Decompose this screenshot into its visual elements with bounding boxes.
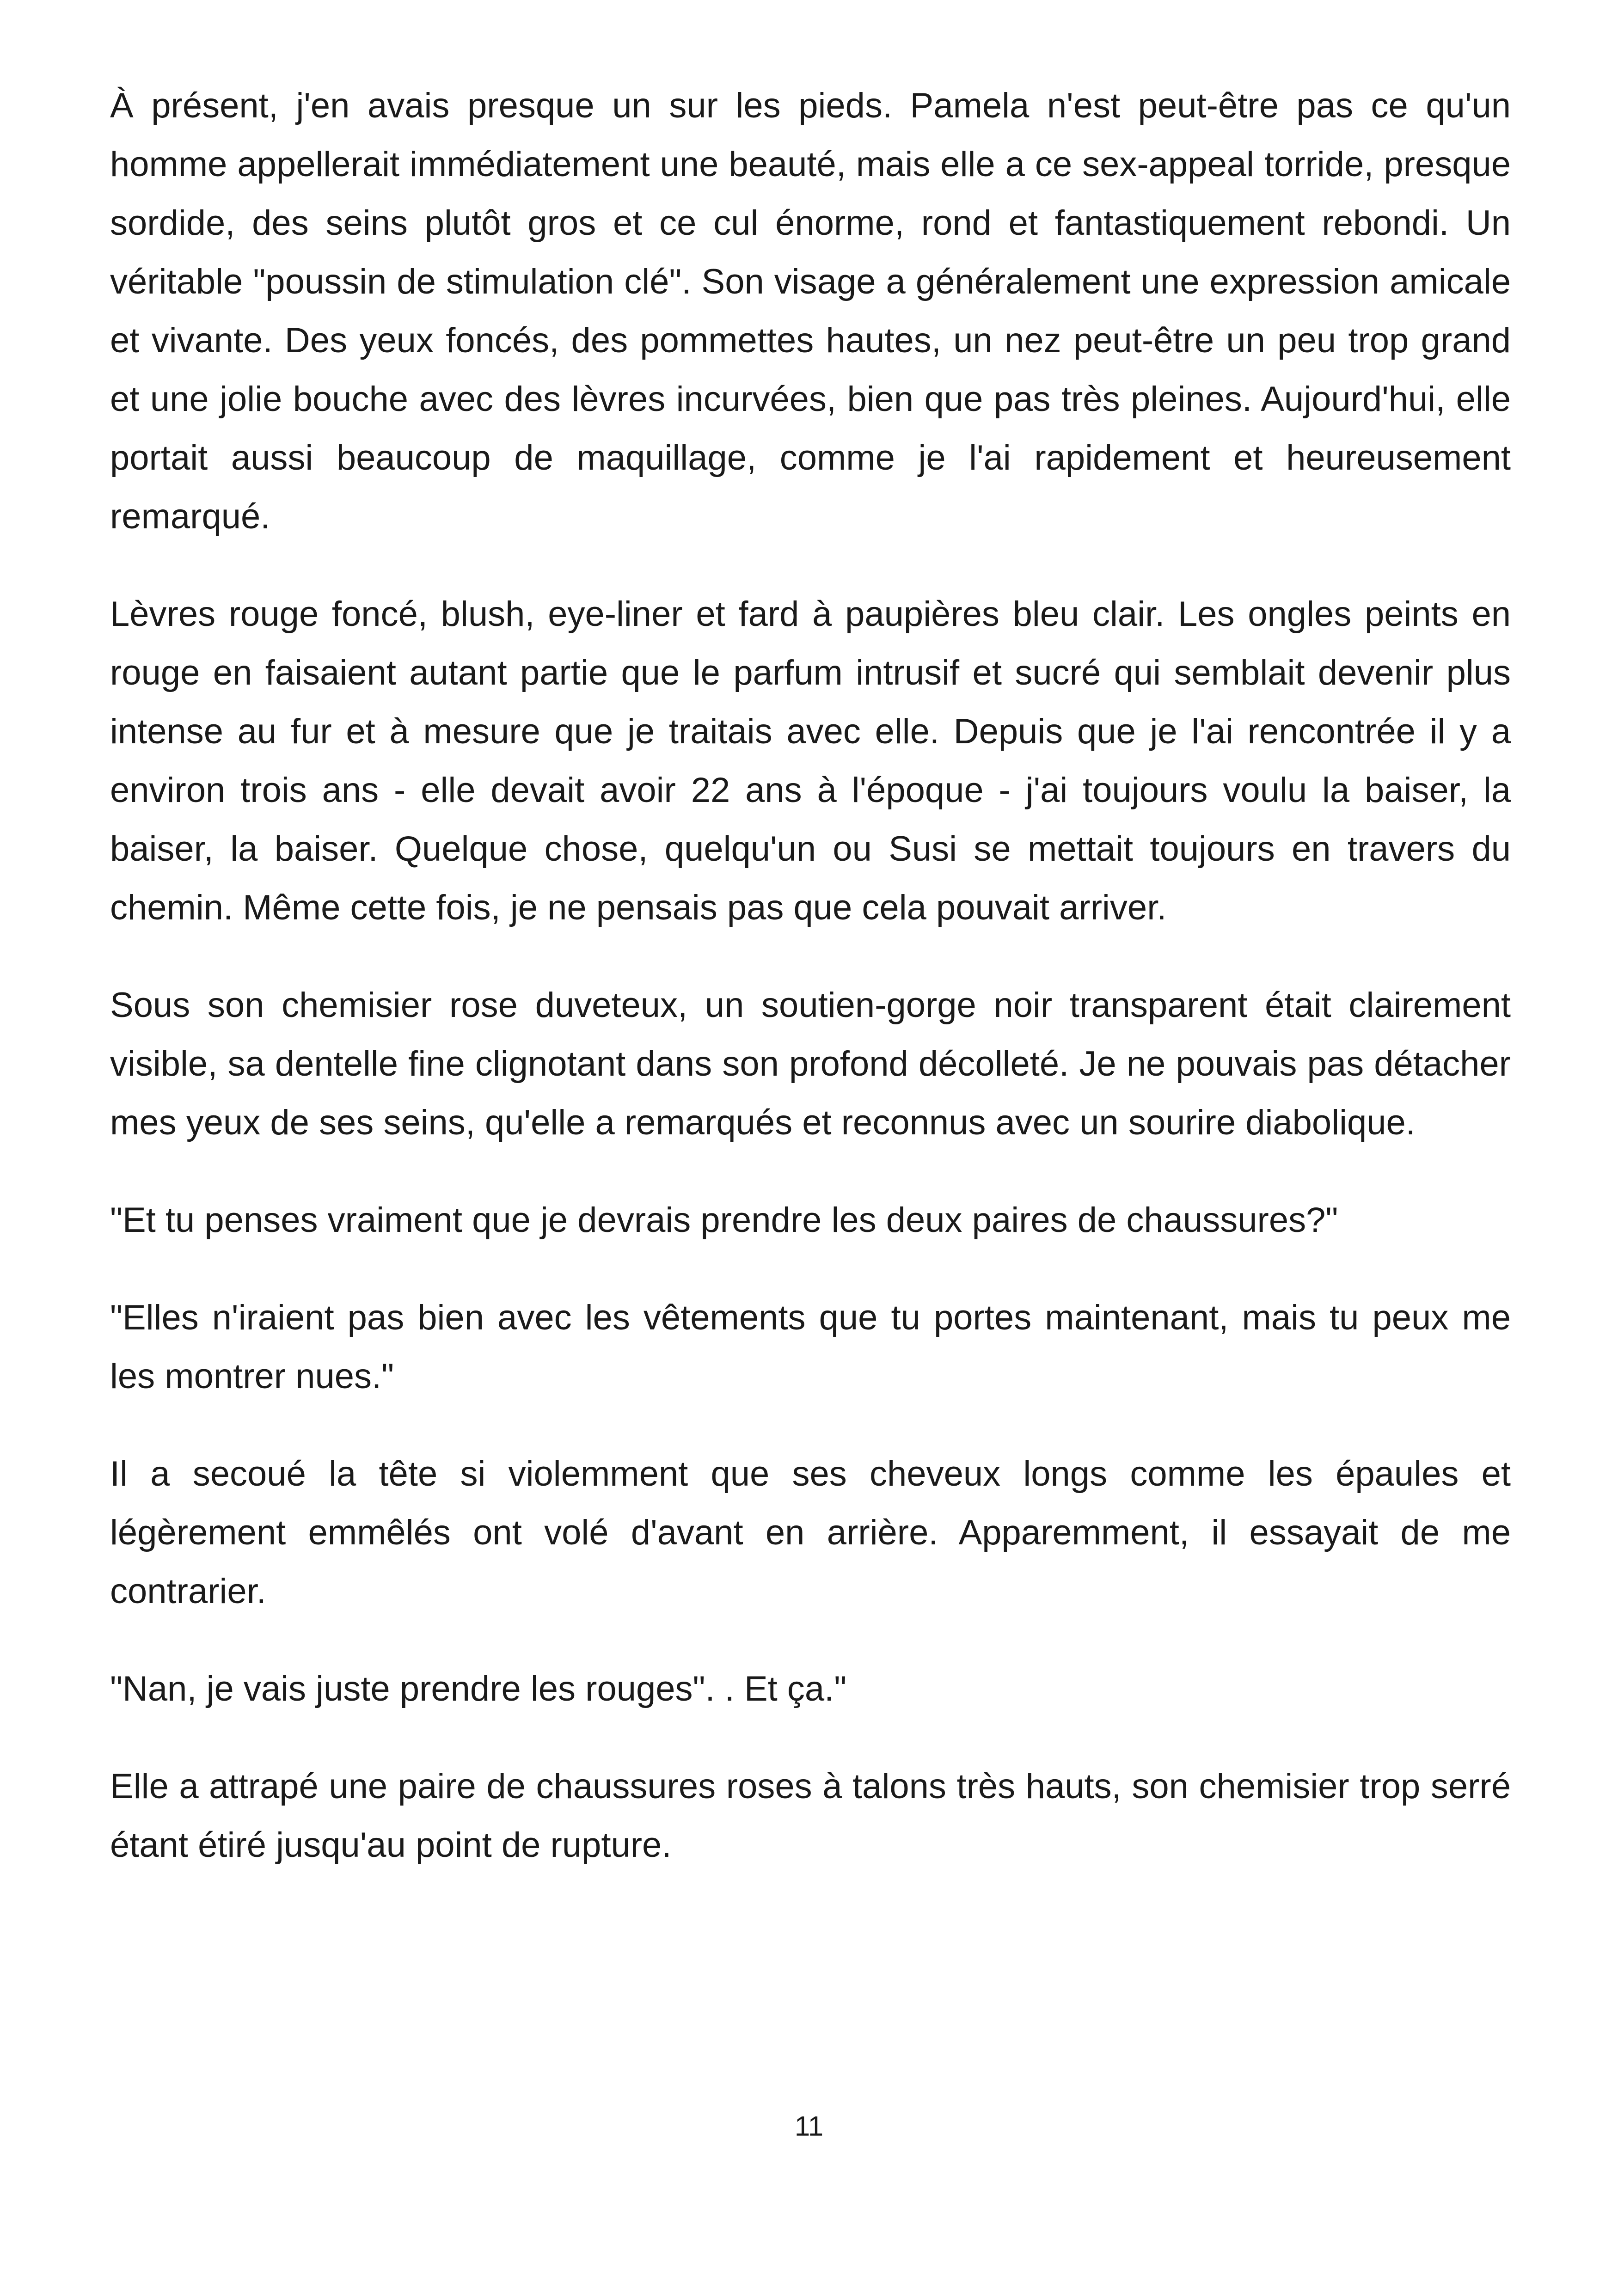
page-number: 11 [794,2111,824,2142]
paragraph: Lèvres rouge foncé, blush, eye-liner et fard à paupières bleu clair. Les ongles peints en rouge en faisaient autant partie que le parfum intrusif et sucré qui semblait devenir plus intense au fur et à mesure que je traitais avec elle. Depuis que je l'ai rencontrée il y a environ trois ans - elle devait avoir 22 ans à l'époque - j'ai toujours voulu la baiser, la baiser, la baiser. Quelque chose, quelqu'un ou Susi se mettait toujours en travers du chemin. Même cette fois, je ne pensais pas que cela pouvait arriver. [110,594,1511,927]
paragraph: "Et tu penses vraiment que je devrais prendre les deux paires de chaussures?" [110,1200,1338,1240]
paragraph: "Nan, je vais juste prendre les rouges". . Et ça." [110,1669,847,1708]
paragraph: Elle a attrapé une paire de chaussures roses à talons très hauts, son chemisier trop serré étant étiré jusqu'au point de rupture. [110,1767,1511,1865]
paragraph: Il a secoué la tête si violemment que ses cheveux longs comme les épaules et légèrement emmêlés ont volé d'avant en arrière. Apparemment, il essayait de me contrarier. [110,1454,1511,1611]
paragraph: "Elles n'iraient pas bien avec les vêtements que tu portes maintenant, mais tu peux me les montrer nues." [110,1298,1511,1396]
body-text [110,76,1511,1913]
paragraph: Sous son chemisier rose duveteux, un soutien-gorge noir transparent était clairement visible, sa dentelle fine clignotant dans son profond décolleté. Je ne pouvais pas détacher mes yeux de ses seins, qu'elle a remarqués et reconnus avec un sourire diabolique. [110,986,1511,1142]
paragraph: À présent, j'en avais presque un sur les pieds. Pamela n'est peut-être pas ce qu'un homme appellerait immédiatement une beauté, mais elle a ce sex-appeal torride, presque sordide, des seins plutôt gros et ce cul énorme, rond et fantastiquement rebondi. Un véritable "poussin de stimulation clé". Son visage a généralement une expression amicale et vivante. Des yeux foncés, des pommettes hautes, un nez peut-être un peu trop grand et une jolie bouche avec des lèvres incurvées, bien que pas très pleines. Aujourd'hui, elle portait aussi beaucoup de maquillage, comme je l'ai rapidement et heureusement remarqué. [110,86,1511,536]
